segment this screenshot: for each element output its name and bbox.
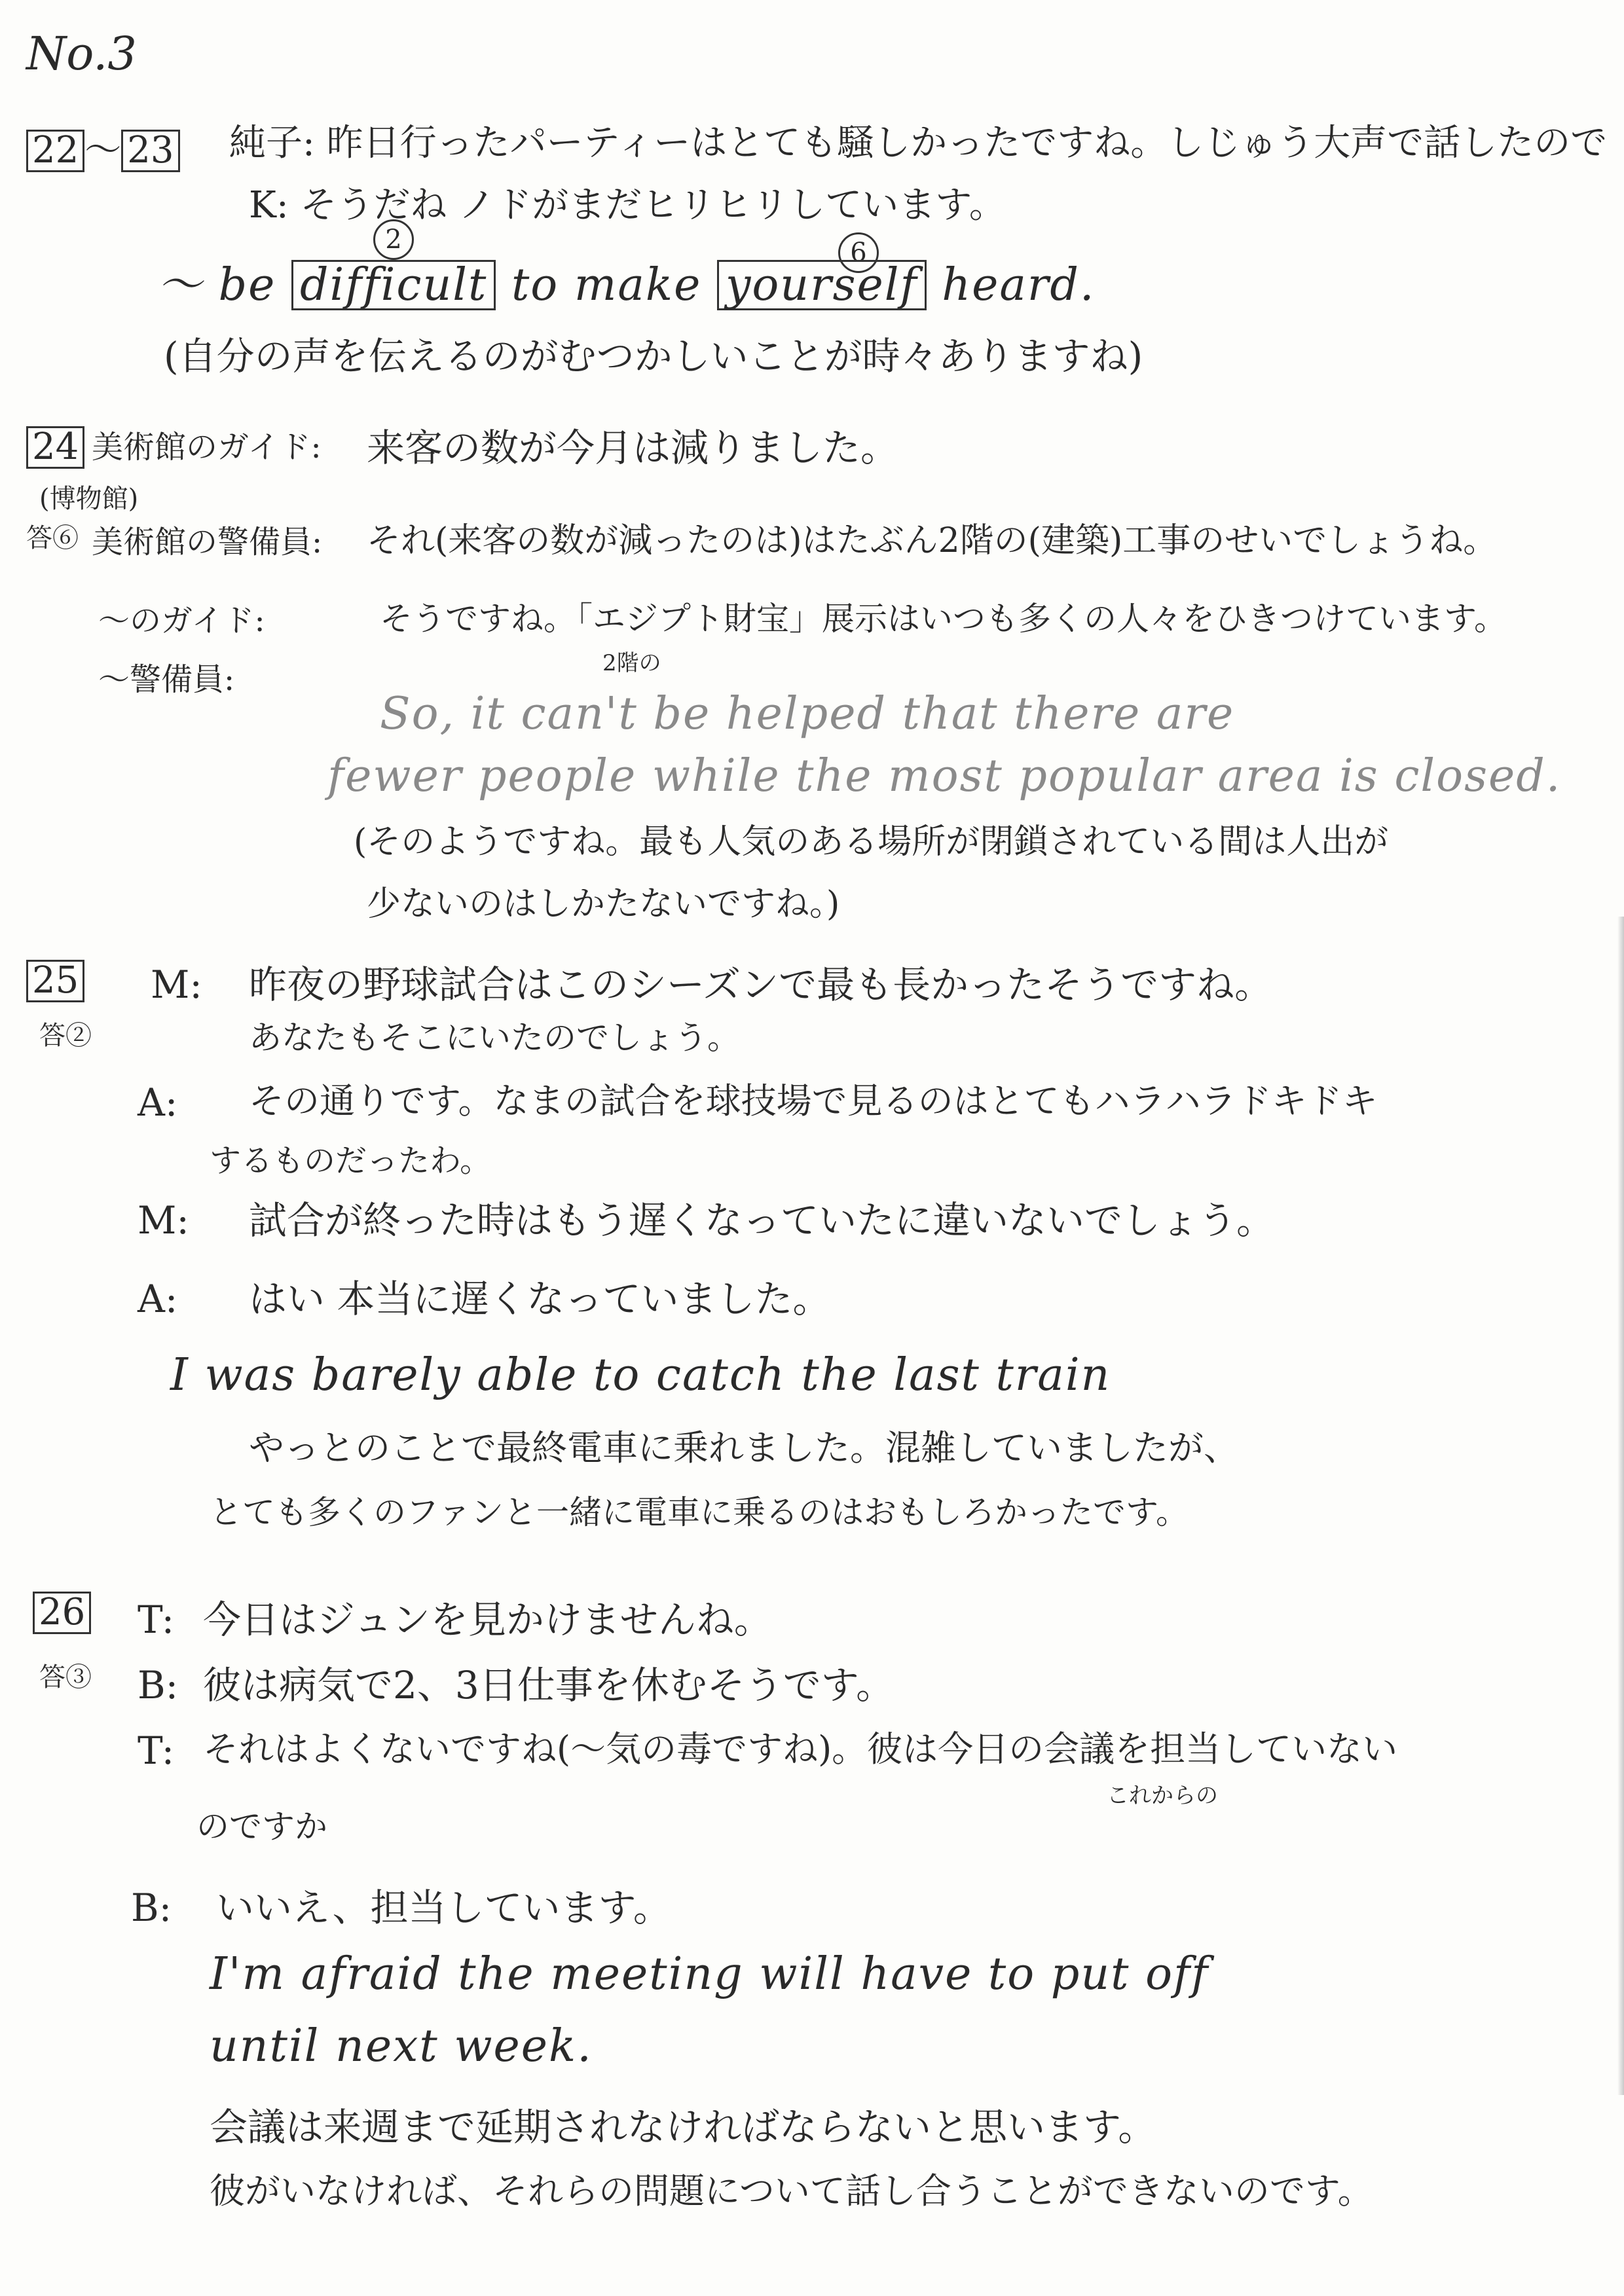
q25-m1-speaker: M: (151, 962, 202, 1007)
page-edge-shadow (1617, 917, 1624, 2095)
q25-m2-speaker: M: (138, 1198, 189, 1243)
q26-t2-b: のですか (196, 1808, 327, 1846)
answer-circle-2: 2 (373, 219, 414, 260)
q25-a1-a: その通りです。なまの試合を球技場で見るのはとてもハラハラドキドキ (249, 1080, 1378, 1121)
q25-answer-mark: 答② (39, 1021, 92, 1051)
q26-b1: 彼は病気で2、3日仕事を休むそうです。 (203, 1663, 895, 1707)
q22-line-1: 純子: 昨日行ったパーティーはとても騒しかったですね。しじゅう大声で話したので (229, 122, 1608, 164)
q24-note-museum: (博物館) (39, 484, 139, 514)
q26-b2-speaker: B: (131, 1886, 172, 1930)
q26-english-1: I'm afraid the meeting will have to put off (210, 1948, 1209, 2000)
q23-box: 23 (121, 130, 179, 172)
q25-a1-b: するものだったわ。 (210, 1142, 492, 1179)
q24-english-1: So, it can't be helped that there are (380, 688, 1235, 740)
boxed-word-yourself: yourself (717, 260, 927, 310)
q26-translation-2: 彼がいなければ、それらの問題について話し合うことができないのです。 (210, 2170, 1373, 2212)
q25-box: 25 (26, 960, 84, 1002)
q22-box: 22 (26, 130, 84, 172)
q24-english-2: fewer people while the most popular area is closed. (327, 750, 1562, 802)
q24-text-1: 来客の数が今月は減りました。 (367, 426, 899, 470)
q24-speaker-1: 美術館のガイド: (92, 429, 322, 465)
q22-translation: (自分の声を伝えるのがむつかしいことが時々ありますね) (164, 334, 1143, 378)
page-number: No.3 (26, 27, 137, 81)
q24-answer-mark: 答⑥ (26, 523, 79, 553)
q26-answer-mark: 答③ (39, 1662, 92, 1692)
q24-note-2f: 2階の (602, 650, 661, 676)
q25-english: I was barely able to catch the last train (170, 1349, 1111, 1401)
q26-t2-a: それはよくないですね(〜気の毒ですね)。彼は今日の会議を担当していない (203, 1728, 1398, 1770)
q24-translation-1: (そのようですね。最も人気のある場所が閉鎖されている間は人出が (354, 822, 1389, 862)
q26-t1: 今日はジュンを見かけませんね。 (203, 1597, 772, 1642)
q24-text-3: そうですね。「エジプト財宝」展示はいつも多くの人々をひきつけています。 (380, 600, 1507, 638)
question-number-22-23: 22 〜 23 (26, 121, 180, 173)
q26-t2-speaker: T: (138, 1728, 175, 1773)
q25-m2: 試合が終った時はもう遅くなっていたに違いないでしょう。 (249, 1198, 1275, 1243)
q26-note-upcoming: これからの (1107, 1783, 1218, 1809)
q24-text-2: それ(来客の数が減ったのは)はたぶん2階の(建築)工事のせいでしょうね。 (367, 521, 1498, 560)
q24-speaker-2: 美術館の警備員: (92, 524, 323, 560)
q25-a1-speaker: A: (138, 1080, 178, 1125)
q26-box: 26 (33, 1592, 91, 1634)
q25-a2-speaker: A: (138, 1277, 178, 1321)
q24-box: 24 (26, 426, 84, 469)
q22-line-2: K: そうだね ノドがまだヒリヒリしています。 (249, 184, 1006, 227)
q26-translation-1: 会議は来週まで延期されなければならないと思います。 (210, 2105, 1156, 2149)
question-number-25 (26, 959, 84, 1002)
answer-circle-6: 6 (838, 232, 879, 273)
eng-prefix: 〜 be (157, 259, 276, 311)
q26-b2: いいえ、担当しています。 (216, 1886, 671, 1930)
q24-speaker-3: 〜のガイド: (98, 602, 265, 639)
q25-m1-b: あなたもそこにいたのでしょう。 (249, 1019, 740, 1057)
q24-translation-2: 少ないのはしかたないですね。) (367, 884, 840, 924)
eng-mid: to make (511, 259, 702, 311)
q26-t1-speaker: T: (138, 1597, 175, 1642)
q22-english-sentence (157, 259, 1096, 312)
q26-b1-speaker: B: (138, 1663, 179, 1707)
question-number-24 (26, 426, 84, 469)
q25-translation-1: やっとのことで最終電車に乗れました。混雑していましたが、 (249, 1427, 1239, 1468)
q25-m1-a: 昨夜の野球試合はこのシーズンで最も長かったそうですね。 (249, 962, 1273, 1007)
boxed-word-difficult: difficult (291, 260, 496, 310)
q24-speaker-4: 〜警備員: (98, 661, 235, 698)
q25-a2: はい 本当に遅くなっていました。 (249, 1277, 831, 1321)
eng-suffix: heard. (942, 259, 1096, 311)
q25-translation-2: とても多くのファンと一緒に電車に乗るのはおもしろかったです。 (210, 1493, 1189, 1531)
q26-english-2: until next week. (210, 2020, 593, 2072)
question-number-26 (33, 1591, 91, 1634)
